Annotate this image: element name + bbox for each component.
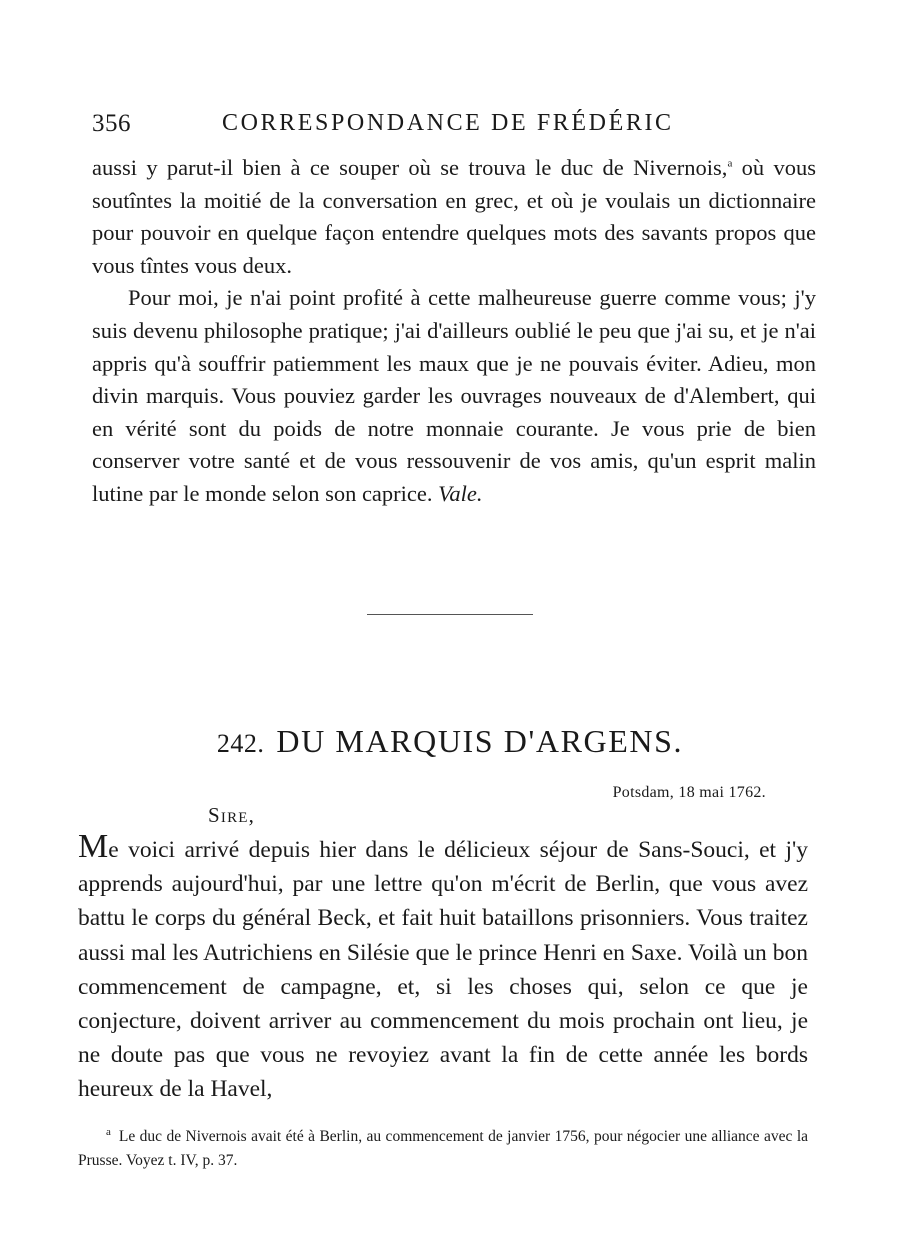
letter-heading xyxy=(0,723,900,760)
salutation: Sire, xyxy=(208,803,256,827)
paragraph xyxy=(92,282,816,510)
letter-body xyxy=(78,828,808,1107)
running-title: CORRESPONDANCE DE FRÉDÉRIC xyxy=(222,110,674,136)
letter-number: 242. xyxy=(216,729,265,758)
footnote-text: Le duc de Nivernois avait été à Berlin, au commencement de janvier 1756, pour négocier une alliance avec la Prusse. Voyez t. IV, p. 37. xyxy=(78,1128,808,1169)
running-head xyxy=(92,110,812,140)
section-divider xyxy=(367,614,533,615)
paragraph xyxy=(92,152,816,282)
paragraph-text: aussi y parut-il bien à ce souper où se trouva le duc de Nivernois, xyxy=(92,155,728,180)
previous-letter-text xyxy=(92,152,816,511)
drop-cap: M xyxy=(78,828,109,865)
paragraph xyxy=(78,828,808,1107)
footnote-reference: a xyxy=(727,157,733,170)
footnote-mark: a xyxy=(106,1125,111,1138)
footnote xyxy=(78,1125,808,1173)
paragraph-text: e voici arrivé depuis hier dans le délicieux séjour de Sans-Souci, et j'y apprends aujourd'hui, par une lettre qu'on m'écrit de Berlin, que vous avez battu le corps du général Beck, et fait huit bataillons prisonniers. Vous traitez aussi mal les Autrichiens en Silésie que le prince Henri en Saxe. Voilà un bon commencement de campagne, et, si les choses qui, selon ce que je conjecture, doivent arriver au commencement du mois prochain ont lieu, je ne doute pas que vous ne revoyiez avant la fin de cette année les bords heureux de la Havel, xyxy=(78,837,808,1103)
closing-word: Vale. xyxy=(438,480,483,506)
dateline: Potsdam, 18 mai 1762. xyxy=(612,784,766,801)
footnote-paragraph xyxy=(78,1125,808,1173)
paragraph-text: où vous soutîntes la moitié de la conversation en grec, et où je voulais un dictionnaire pour pouvoir en quelque façon entendre quelques mots des savants propos que vous tîntes vous deux. xyxy=(92,155,816,278)
page-number: 356 xyxy=(92,110,131,137)
paragraph-text: Pour moi, je n'ai point profité à cette malheureuse guerre comme vous; j'y suis devenu philosophe pratique; j'ai d'ailleurs oublié le peu que j'ai su, et je n'ai appris qu'à souffrir patiemment les maux que je ne pouvais éviter. Adieu, mon divin marquis. Vous pouviez garder les ouvrages nouveaux de d'Alembert, qui en vérité sont du poids de notre monnaie courante. Je vous prie de bien conserver votre santé et de vous ressouvenir de vos amis, qu'un esprit malin lutine par le monde selon son caprice. xyxy=(92,285,816,506)
letter-title: DU MARQUIS D'ARGENS. xyxy=(276,723,684,759)
